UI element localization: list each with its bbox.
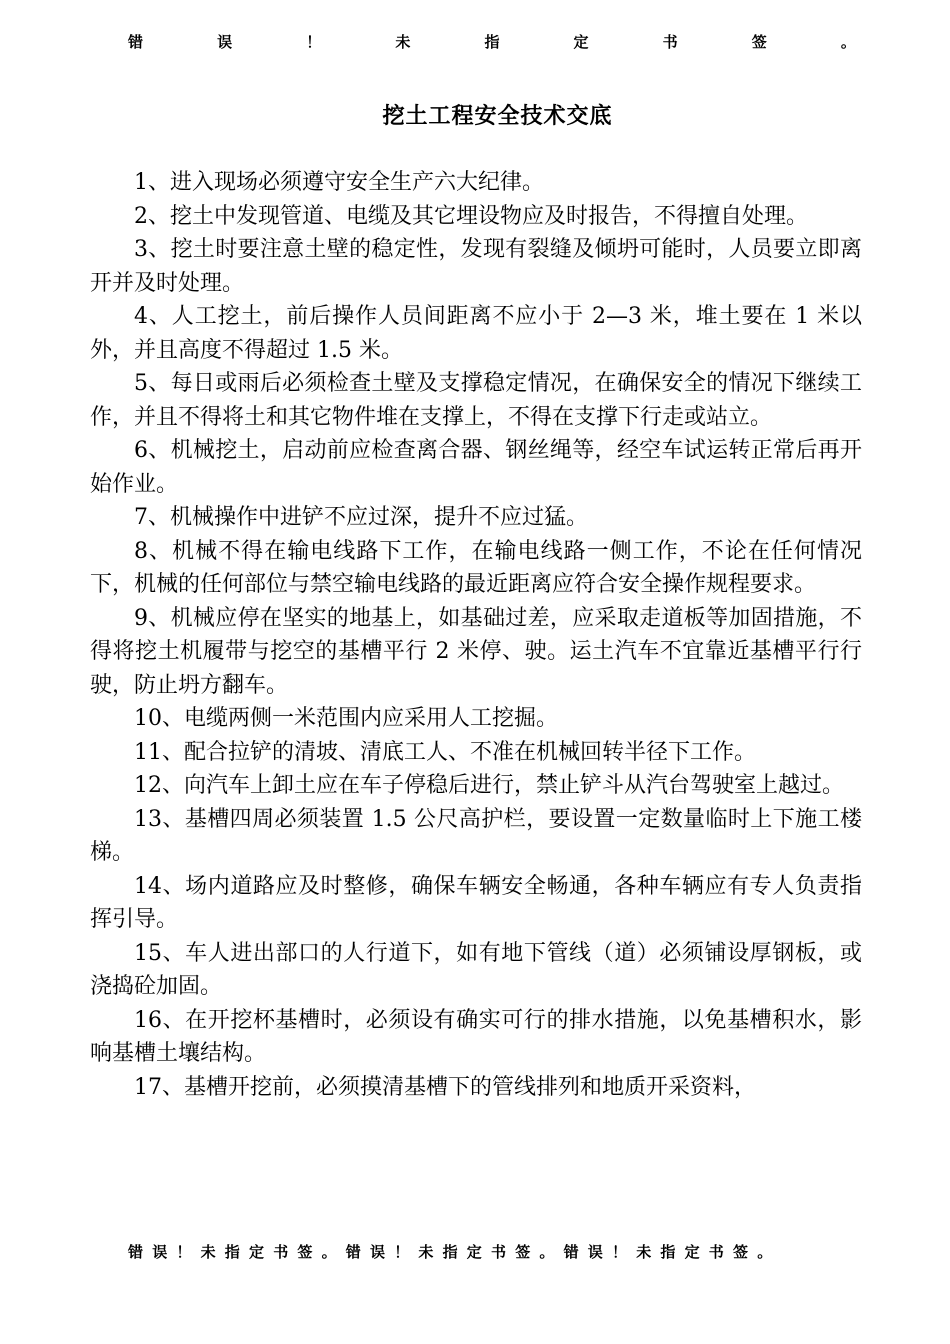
header-char: 指	[484, 33, 500, 51]
header-char: ！	[306, 33, 322, 51]
header-char: 。	[840, 33, 856, 51]
list-item: 17、基槽开挖前，必须摸清基槽下的管线排列和地质开采资料，	[134, 1074, 756, 1100]
list-item: 7、机械操作中进铲不应过深，提升不应过猛。	[134, 505, 588, 530]
list-item: 8、机械不得在输电线路下工作，在输电线路一侧工作，不论在任何情况下，机械的任何部位与禁空输电线路的最近距离应符合安全操作规程要求。	[90, 538, 862, 597]
document-body	[90, 166, 862, 1104]
list-item: 10、电缆两侧一米范围内应采用人工挖掘。	[134, 706, 558, 731]
header-char: 错	[128, 33, 144, 51]
header-char: 误	[217, 33, 233, 51]
list-item: 1、进入现场必须遵守安全生产六大纪律。	[134, 170, 544, 195]
document-title: 挖土工程安全技术交底	[382, 104, 613, 129]
list-item: 16、在开挖杯基槽时，必须设有确实可行的排水措施，以免基槽积水，影响基槽土壤结构。	[90, 1007, 862, 1066]
list-item: 12、向汽车上卸土应在车子停稳后进行，禁止铲斗从汽台驾驶室上越过。	[134, 773, 844, 798]
header-char: 书	[662, 33, 678, 51]
list-item: 3、挖土时要注意土壁的稳定性，发现有裂缝及倾坍可能时，人员要立即离开并及时处理。	[90, 237, 862, 296]
list-item: 15、车人进出部口的人行道下，如有地下管线（道）必须铺设厚钢板，或浇捣砼加固。	[90, 940, 862, 999]
list-item: 11、配合拉铲的清坡、清底工人、不准在机械回转半径下工作。	[134, 739, 756, 765]
list-item: 13、基槽四周必须装置 1.5 公尺高护栏，要设置一定数量临时上下施工楼梯。	[90, 806, 862, 865]
list-item: 14、场内道路应及时整修，确保车辆安全畅通，各种车辆应有专人负责指挥引导。	[90, 873, 862, 932]
list-item: 5、每日或雨后必须检查土壁及支撑稳定情况，在确保安全的情况下继续工作，并且不得将土和其它物件堆在支撑上，不得在支撑下行走或站立。	[90, 371, 862, 430]
list-item: 4、人工挖土，前后操作人员间距离不应小于 2—3 米，堆土要在 1 米以外，并且高度不得超过 1.5 米。	[90, 304, 862, 363]
page-footer: 错误！未指定书签。错误！未指定书签。错误！未指定书签。	[128, 1243, 782, 1261]
header-char: 签	[751, 33, 767, 51]
header-char: 定	[573, 33, 589, 51]
list-item: 2、挖土中发现管道、电缆及其它埋设物应及时报告，不得擅自处理。	[134, 203, 808, 229]
page-header	[128, 30, 856, 54]
list-item: 9、机械应停在坚实的地基上，如基础过差，应采取走道板等加固措施，不得将挖土机履带与挖空的基槽平行 2 米停、驶。运土汽车不宜靠近基槽平行行驶，防止坍方翻车。	[90, 605, 862, 698]
list-item: 6、机械挖土，启动前应检查离合器、钢丝绳等，经空车试运转正常后再开始作业。	[90, 438, 862, 497]
header-char: 未	[395, 33, 411, 51]
